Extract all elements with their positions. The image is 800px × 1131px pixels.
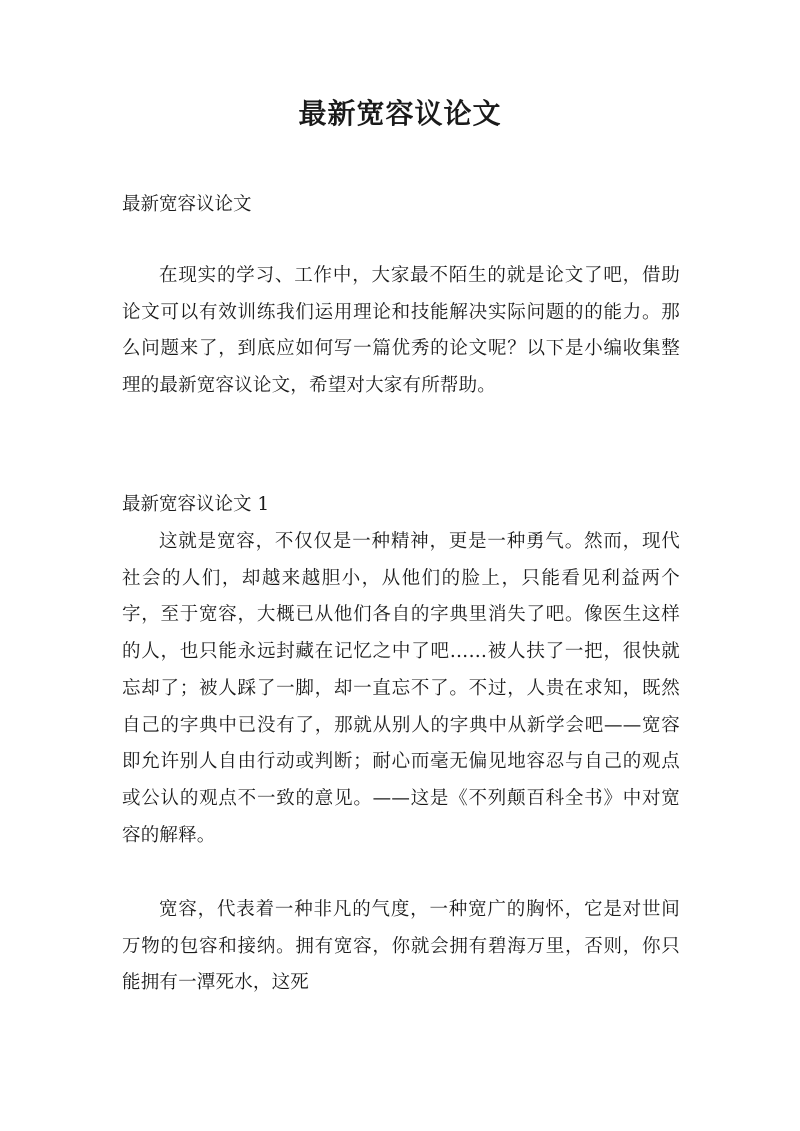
body-paragraph-2: 宽容，代表着一种非凡的气度，一种宽广的胸怀，它是对世间万物的包容和接纳。拥有宽容，你就会拥有碧海万里，否则，你只能拥有一潭死水，这死 xyxy=(122,899,680,994)
section-heading: 最新宽容议论文 1 xyxy=(122,494,270,515)
document-title: 最新宽容议论文 xyxy=(298,97,502,130)
body-paragraph-1: 这就是宽容，不仅仅是一种精神，更是一种勇气。然而，现代社会的人们，却越来越胆小，从他们的脸上，只能看见利益两个字，至于宽容，大概已从他们各自的字典里消失了吧。像医生这样的人，也只能永远封藏在记忆之中了吧……被人扶了一把，很快就忘却了；被人踩了一脚，却一直忘不了。不过，人贵在求知，既然自己的字典中已没有了，那就从别人的字典中从新学会吧——宽容即允许别人自由行动或判断；耐心而毫无偏见地容忍与自己的观点或公认的观点不一致的意见。——这是《不列颠百科全书》中对宽容的解释。 xyxy=(122,531,680,846)
document-subtitle: 最新宽容议论文 xyxy=(122,194,252,215)
intro-paragraph: 在现实的学习、工作中，大家最不陌生的就是论文了吧，借助论文可以有效训练我们运用理论和技能解决实际问题的的能力。那么问题来了，到底应如何写一篇优秀的论文呢？以下是小编收集整理的最新宽容议论文，希望对大家有所帮助。 xyxy=(122,265,680,397)
